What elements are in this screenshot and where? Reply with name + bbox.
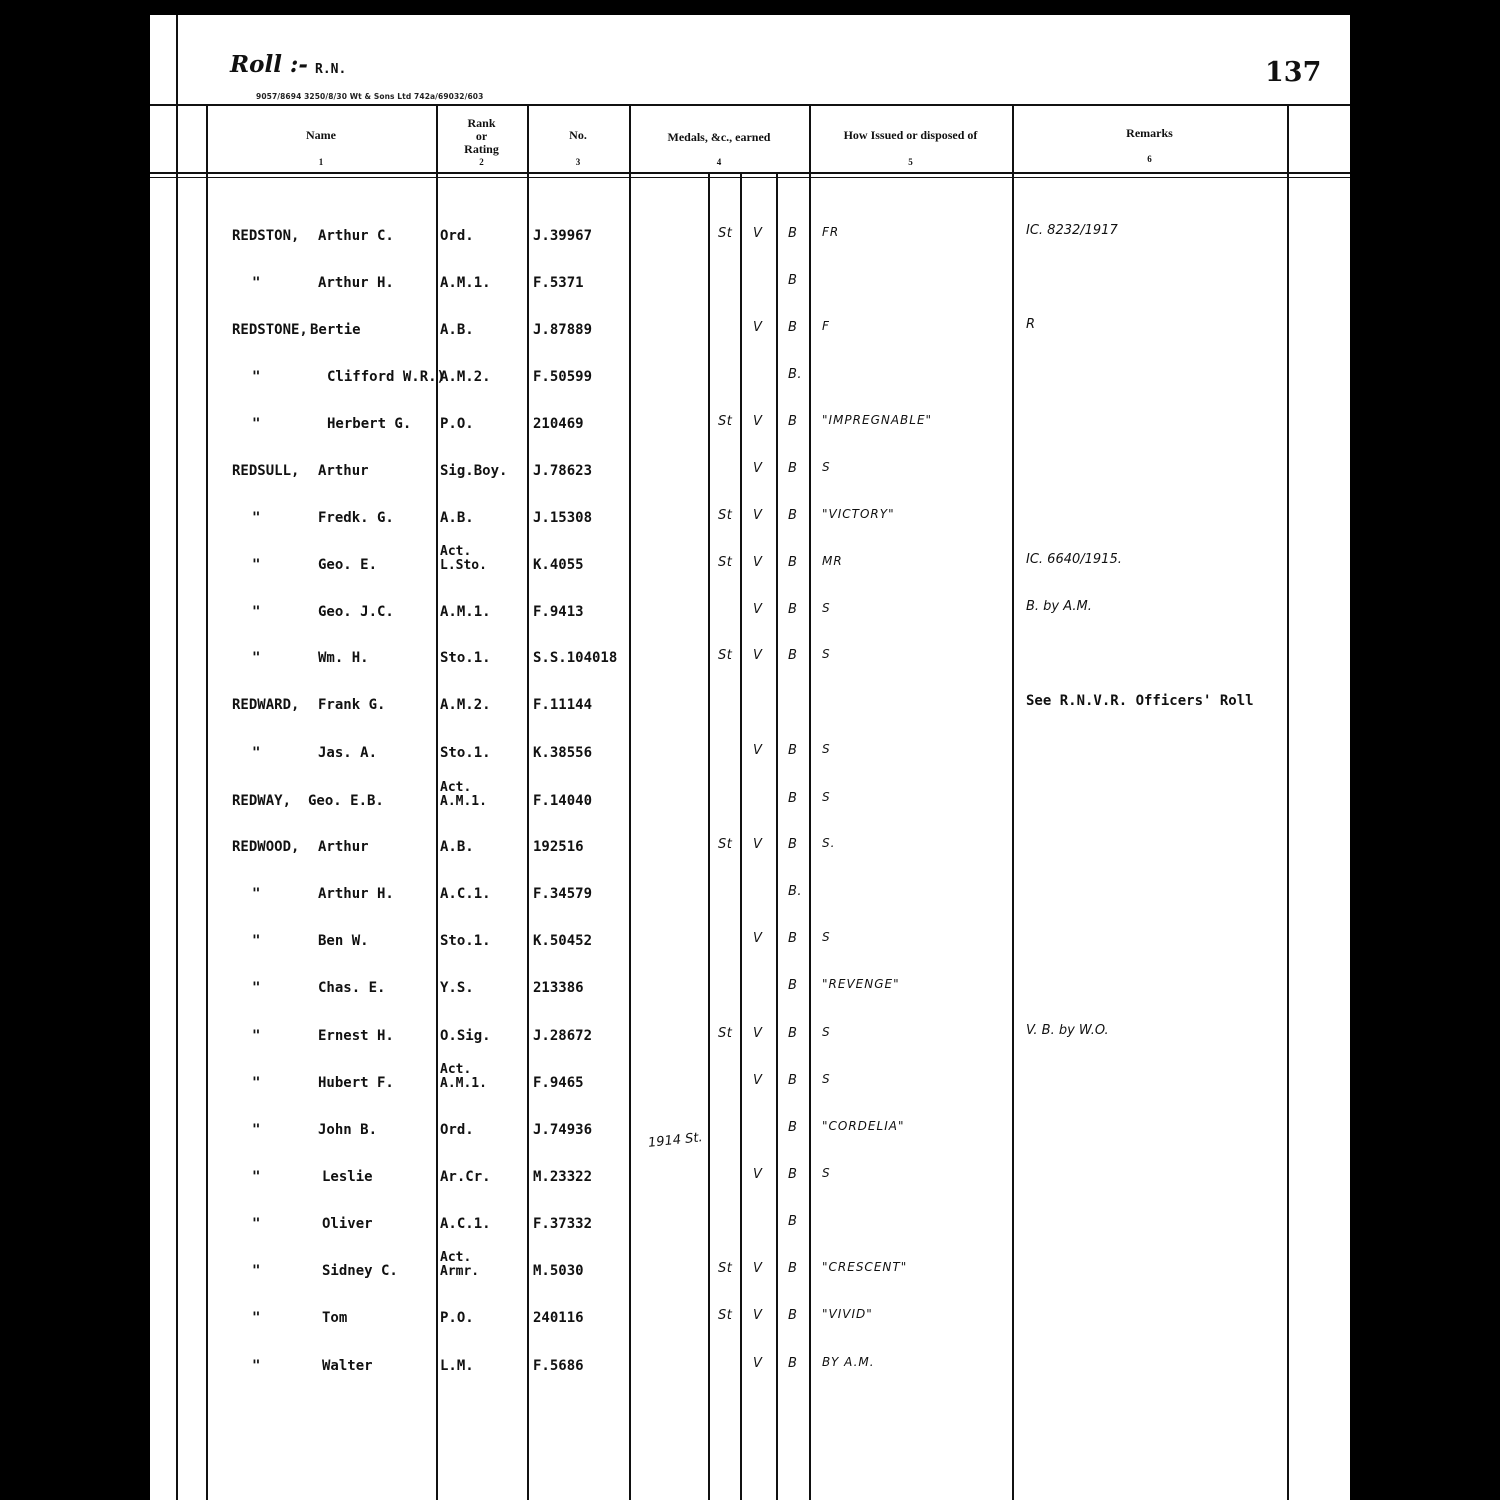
entry-remarks: R <box>1026 317 1036 332</box>
entry-surname: " <box>252 604 261 620</box>
entry-tick-mark: V <box>753 1261 763 1276</box>
entry-surname: " <box>252 369 261 385</box>
entry-b-mark: B. <box>788 884 803 899</box>
entry-rank: A.B. <box>440 839 474 855</box>
entry-tick-mark: V <box>753 743 763 758</box>
roll-value: R.N. <box>315 62 347 77</box>
entry-number: M.23322 <box>533 1169 593 1185</box>
entry-rank: A.B. <box>440 510 474 526</box>
entry-tick-mark: V <box>753 1026 763 1041</box>
entry-given-name: Oliver <box>322 1216 373 1232</box>
entry-issued: S <box>822 790 831 804</box>
entry-rank: Sto.1. <box>440 933 491 949</box>
entry-given-name: Bertie <box>310 322 361 338</box>
entry-given-name: Arthur <box>318 463 369 479</box>
entry-number: F.9413 <box>533 604 584 620</box>
entry-surname: REDSTONE, <box>232 322 308 338</box>
medal-subcol-3 <box>776 172 778 1500</box>
entry-surname: " <box>252 745 261 761</box>
medal-subcol-2 <box>740 172 742 1500</box>
entry-remarks: IC. 8232/1917 <box>1026 223 1118 238</box>
medal-subcol-1 <box>708 172 710 1500</box>
entry-surname: " <box>252 886 261 902</box>
entry-number: J.78623 <box>533 463 593 479</box>
entry-given-name: Arthur <box>318 839 369 855</box>
entry-surname: " <box>252 1358 261 1374</box>
entry-b-mark: B. <box>788 367 803 382</box>
entry-surname: " <box>252 1028 261 1044</box>
entry-tick-mark: V <box>753 226 763 241</box>
col-header-name-num: 1 <box>318 157 324 167</box>
entry-given-name: Geo. E. <box>318 557 378 573</box>
entry-surname: " <box>252 980 261 996</box>
entry-surname: " <box>252 1263 261 1279</box>
entry-given-name: Ben W. <box>318 933 369 949</box>
entry-number: F.37332 <box>533 1216 593 1232</box>
entry-b-mark: B <box>788 837 798 852</box>
entry-tick-mark: V <box>753 602 763 617</box>
entry-given-name: Clifford W.R.) <box>327 369 446 385</box>
entry-given-name: Arthur C. <box>318 228 394 244</box>
entry-b-mark: B <box>788 791 798 806</box>
entry-rank: A.C.1. <box>440 886 491 902</box>
margin-note: 1914 St. <box>647 1130 704 1151</box>
col-header-name: Name <box>306 128 336 142</box>
entry-surname: " <box>252 557 261 573</box>
entry-given-name: Geo. J.C. <box>318 604 394 620</box>
entry-issued: S <box>822 601 831 615</box>
entry-given-name: Arthur H. <box>318 275 394 291</box>
entry-surname: " <box>252 933 261 949</box>
col-header-rank-num: 2 <box>479 157 484 167</box>
entry-b-mark: B <box>788 555 798 570</box>
col-header-remarks-num: 6 <box>1147 154 1152 164</box>
entry-issued: S <box>822 1025 831 1039</box>
entry-issued: MR <box>822 554 843 568</box>
entry-number: M.5030 <box>533 1263 584 1279</box>
col-line-2 <box>527 104 529 1500</box>
entry-given-name: Tom <box>322 1310 348 1326</box>
entry-given-name: Chas. E. <box>318 980 386 996</box>
entry-rank: A.C.1. <box>440 1216 491 1232</box>
roll-label: Roll :- <box>230 51 308 78</box>
entry-b-mark: B <box>788 1356 798 1371</box>
entry-number: J.39967 <box>533 228 593 244</box>
entry-rank: Act. Armr. <box>440 1250 480 1279</box>
entry-issued: S. <box>822 836 836 850</box>
entry-star-mark: St <box>718 1308 733 1323</box>
entry-tick-mark: V <box>753 508 763 523</box>
entry-rank: Ord. <box>440 228 474 244</box>
top-rule <box>150 104 1350 106</box>
entry-issued: "CORDELIA" <box>822 1119 905 1133</box>
entry-rank: Act. L.Sto. <box>440 544 487 573</box>
entry-surname: " <box>252 1310 261 1326</box>
entry-rank: O.Sig. <box>440 1028 491 1044</box>
entry-given-name: Geo. E.B. <box>308 793 384 809</box>
entry-given-name: Leslie <box>322 1169 373 1185</box>
entry-given-name: Jas. A. <box>318 745 378 761</box>
entry-given-name: John B. <box>318 1122 378 1138</box>
entry-rank: A.M.1. <box>440 604 491 620</box>
entry-number: 240116 <box>533 1310 584 1326</box>
entry-issued: S <box>822 1166 831 1180</box>
entry-rank: P.O. <box>440 1310 474 1326</box>
entry-surname: " <box>252 1169 261 1185</box>
entry-b-mark: B <box>788 226 798 241</box>
entry-tick-mark: V <box>753 320 763 335</box>
entry-given-name: Wm. H. <box>318 650 369 666</box>
entry-surname: REDWAY, <box>232 793 292 809</box>
entry-rank: A.M.2. <box>440 697 491 713</box>
entry-number: 192516 <box>533 839 584 855</box>
header-rule-double <box>150 177 1350 178</box>
entry-b-mark: B <box>788 273 798 288</box>
entry-b-mark: B <box>788 1026 798 1041</box>
entry-number: F.5371 <box>533 275 584 291</box>
entry-issued: S <box>822 1072 831 1086</box>
entry-rank: A.M.1. <box>440 275 491 291</box>
col-header-medals-num: 4 <box>716 157 722 167</box>
entry-issued: FR <box>822 225 840 239</box>
header-rule <box>150 172 1350 174</box>
entry-star-mark: St <box>718 837 733 852</box>
entry-number: J.87889 <box>533 322 593 338</box>
entry-rank: Ord. <box>440 1122 474 1138</box>
entry-issued: "VICTORY" <box>822 507 895 521</box>
entry-number: F.50599 <box>533 369 593 385</box>
entry-number: K.4055 <box>533 557 584 573</box>
entry-remarks: B. by A.M. <box>1026 599 1092 614</box>
col-line-3 <box>629 104 631 1500</box>
entry-rank: L.M. <box>440 1358 474 1374</box>
entry-number: J.74936 <box>533 1122 593 1138</box>
entry-rank: Sig.Boy. <box>440 463 508 479</box>
entry-given-name: Herbert G. <box>327 416 412 432</box>
entry-rank: Act. A.M.1. <box>440 780 487 809</box>
entry-given-name: Fredk. G. <box>318 510 394 526</box>
entry-b-mark: B <box>788 931 798 946</box>
entry-surname: REDSTON, <box>232 228 300 244</box>
col-header-no: No. <box>569 128 587 142</box>
entry-surname: " <box>252 416 261 432</box>
entry-issued: S <box>822 930 831 944</box>
entry-tick-mark: V <box>753 1308 763 1323</box>
entry-surname: " <box>252 1122 261 1138</box>
entry-b-mark: B <box>788 1167 798 1182</box>
entry-star-mark: St <box>718 1026 733 1041</box>
entry-tick-mark: V <box>753 461 763 476</box>
entry-rank: P.O. <box>440 416 474 432</box>
entry-rank: Ar.Cr. <box>440 1169 491 1185</box>
entry-tick-mark: V <box>753 414 763 429</box>
col-header-issued: How Issued or disposed of <box>843 128 978 142</box>
entry-given-name: Ernest H. <box>318 1028 394 1044</box>
entry-b-mark: B <box>788 602 798 617</box>
entry-remarks: V. B. by W.O. <box>1026 1023 1109 1038</box>
entry-number: F.11144 <box>533 697 593 713</box>
entry-number: F.34579 <box>533 886 593 902</box>
entry-b-mark: B <box>788 978 798 993</box>
entry-issued: "IMPREGNABLE" <box>822 413 933 427</box>
entry-b-mark: B <box>788 320 798 335</box>
entry-surname: REDWARD, <box>232 697 300 713</box>
entry-tick-mark: V <box>753 1167 763 1182</box>
entry-tick-mark: V <box>753 555 763 570</box>
entry-b-mark: B <box>788 414 798 429</box>
entry-given-name: Hubert F. <box>318 1075 394 1091</box>
entry-star-mark: St <box>718 648 733 663</box>
entry-surname: " <box>252 275 261 291</box>
entry-b-mark: B <box>788 1120 798 1135</box>
entry-rank: A.M.2. <box>440 369 491 385</box>
entry-tick-mark: V <box>753 1356 763 1371</box>
col-line-5 <box>1012 104 1014 1500</box>
entry-rank: Sto.1. <box>440 650 491 666</box>
col-line-1 <box>436 104 438 1500</box>
entry-star-mark: St <box>718 1261 733 1276</box>
entry-issued: S <box>822 460 831 474</box>
col-header-rank: Rank or Rating <box>464 116 499 156</box>
entry-tick-mark: V <box>753 648 763 663</box>
entry-number: S.S.104018 <box>533 650 618 666</box>
entry-tick-mark: V <box>753 931 763 946</box>
entry-remarks: IC. 6640/1915. <box>1026 552 1122 567</box>
entry-tick-mark: V <box>753 837 763 852</box>
entry-surname: " <box>252 510 261 526</box>
printer-imprint: 9057/8694 3250/8/30 Wt & Sons Ltd 742a/69032/603 <box>256 92 484 101</box>
col-header-remarks: Remarks <box>1126 126 1173 140</box>
entry-issued: S <box>822 742 831 756</box>
entry-surname: " <box>252 1075 261 1091</box>
entry-surname: REDSULL, <box>232 463 300 479</box>
entry-given-name: Arthur H. <box>318 886 394 902</box>
entry-given-name: Frank G. <box>318 697 386 713</box>
entry-b-mark: B <box>788 1214 798 1229</box>
col-header-no-num: 3 <box>575 157 581 167</box>
entry-given-name: Walter <box>322 1358 373 1374</box>
entry-issued: "VIVID" <box>822 1307 873 1321</box>
entry-number: J.15308 <box>533 510 593 526</box>
entry-b-mark: B <box>788 508 798 523</box>
entry-number: 210469 <box>533 416 584 432</box>
roll-sheet <box>150 15 1350 1500</box>
entry-surname: " <box>252 1216 261 1232</box>
entry-number: F.14040 <box>533 793 593 809</box>
entry-issued: "REVENGE" <box>822 977 900 991</box>
col-line-6 <box>1287 104 1289 1500</box>
entry-number: K.38556 <box>533 745 593 761</box>
entry-issued: F <box>822 319 830 333</box>
entry-remarks: See R.N.V.R. Officers' Roll <box>1026 693 1254 709</box>
entry-rank: Act. A.M.1. <box>440 1062 487 1091</box>
entry-b-mark: B <box>788 1308 798 1323</box>
col-header-medals: Medals, &c., earned <box>667 130 771 144</box>
entry-tick-mark: V <box>753 1073 763 1088</box>
entry-given-name: Sidney C. <box>322 1263 398 1279</box>
col-header-issued-num: 5 <box>908 157 913 167</box>
entry-b-mark: B <box>788 743 798 758</box>
entry-star-mark: St <box>718 555 733 570</box>
entry-star-mark: St <box>718 414 733 429</box>
col-line-0 <box>206 104 208 1500</box>
entry-issued: BY A.M. <box>822 1355 875 1369</box>
entry-rank: Y.S. <box>440 980 474 996</box>
entry-number: K.50452 <box>533 933 593 949</box>
page-number: 137 <box>1265 57 1322 88</box>
entry-number: 213386 <box>533 980 584 996</box>
entry-number: J.28672 <box>533 1028 593 1044</box>
entry-b-mark: B <box>788 648 798 663</box>
entry-issued: S <box>822 647 831 661</box>
entry-number: F.9465 <box>533 1075 584 1091</box>
entry-b-mark: B <box>788 1261 798 1276</box>
entry-b-mark: B <box>788 461 798 476</box>
entry-b-mark: B <box>788 1073 798 1088</box>
entry-rank: A.B. <box>440 322 474 338</box>
left-margin-line <box>176 15 178 1500</box>
entry-star-mark: St <box>718 508 733 523</box>
entry-surname: REDWOOD, <box>232 839 300 855</box>
entry-surname: " <box>252 650 261 666</box>
entry-star-mark: St <box>718 226 733 241</box>
entry-issued: "CRESCENT" <box>822 1260 908 1274</box>
entry-rank: Sto.1. <box>440 745 491 761</box>
col-line-4 <box>809 104 811 1500</box>
entry-number: F.5686 <box>533 1358 584 1374</box>
